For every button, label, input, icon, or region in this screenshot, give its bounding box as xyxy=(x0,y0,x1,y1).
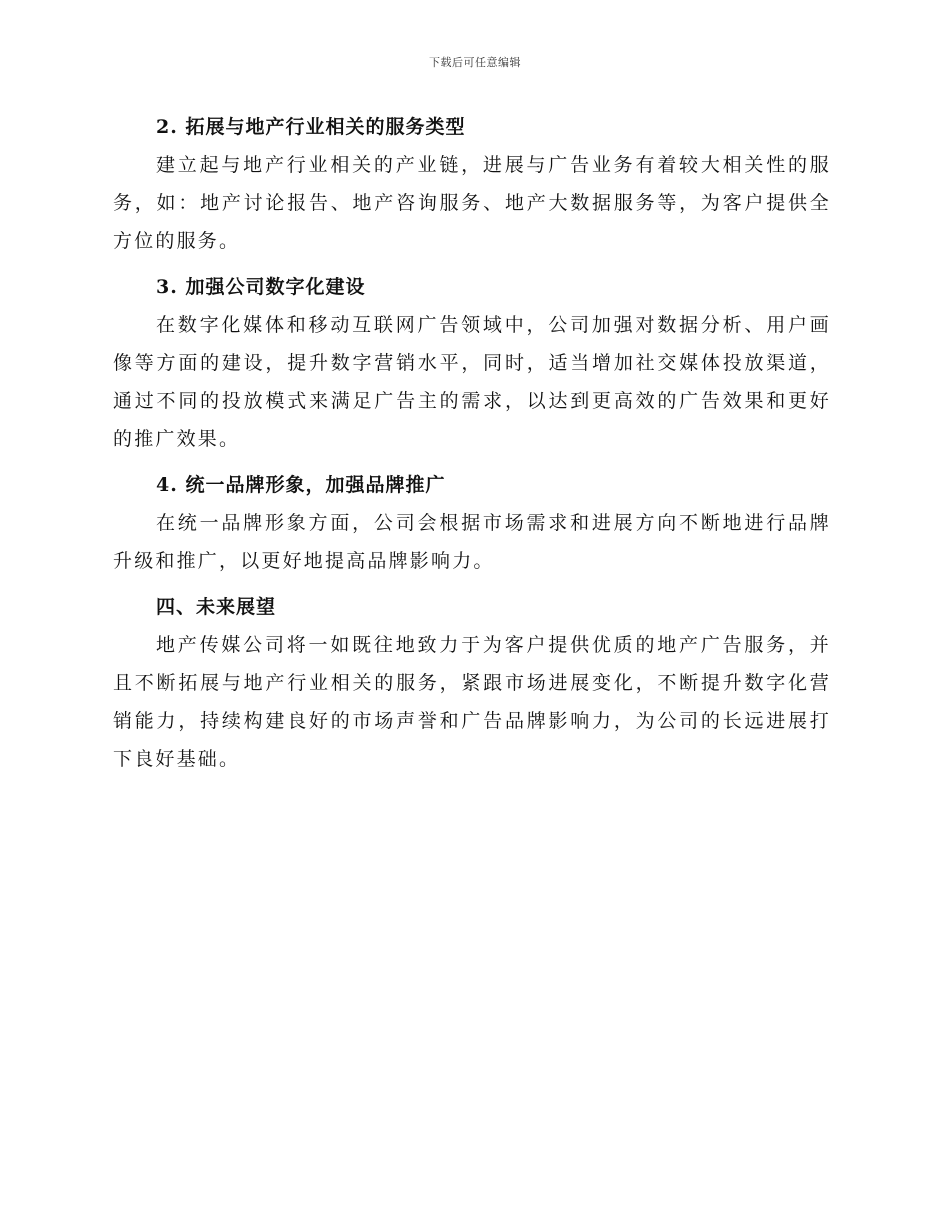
section-paragraph: 在数字化媒体和移动互联网广告领域中，公司加强对数据分析、用户画像等方面的建设，提升数字营销水平，同时，适当增加社交媒体投放渠道，通过不同的投放模式来满足广告主的需求，以达到更高效的广告效果和更好的推广效果。 xyxy=(113,314,831,450)
section-heading: 4. 统一品牌形象，加强品牌推广 xyxy=(156,474,446,496)
section-heading: 3. 加强公司数字化建设 xyxy=(156,276,366,298)
document-body xyxy=(113,108,831,782)
section-brand xyxy=(113,466,831,580)
section-digitalization xyxy=(113,268,831,458)
section-heading: 四、未来展望 xyxy=(156,596,277,618)
section-services xyxy=(113,108,831,260)
section-outlook xyxy=(113,588,831,778)
section-paragraph: 建立起与地产行业相关的产业链，进展与广告业务有着较大相关性的服务，如：地产讨论报告、地产咨询服务、地产大数据服务等，为客户提供全方位的服务。 xyxy=(113,154,831,252)
page-header-note: 下载后可任意编辑 xyxy=(429,56,521,69)
section-paragraph: 在统一品牌形象方面，公司会根据市场需求和进展方向不断地进行品牌升级和推广，以更好地提高品牌影响力。 xyxy=(113,512,831,572)
section-paragraph: 地产传媒公司将一如既往地致力于为客户提供优质的地产广告服务，并且不断拓展与地产行业相关的服务，紧跟市场进展变化，不断提升数字化营销能力，持续构建良好的市场声誉和广告品牌影响力，为公司的长远进展打下良好基础。 xyxy=(113,634,831,770)
section-heading: 2. 拓展与地产行业相关的服务类型 xyxy=(156,116,466,138)
